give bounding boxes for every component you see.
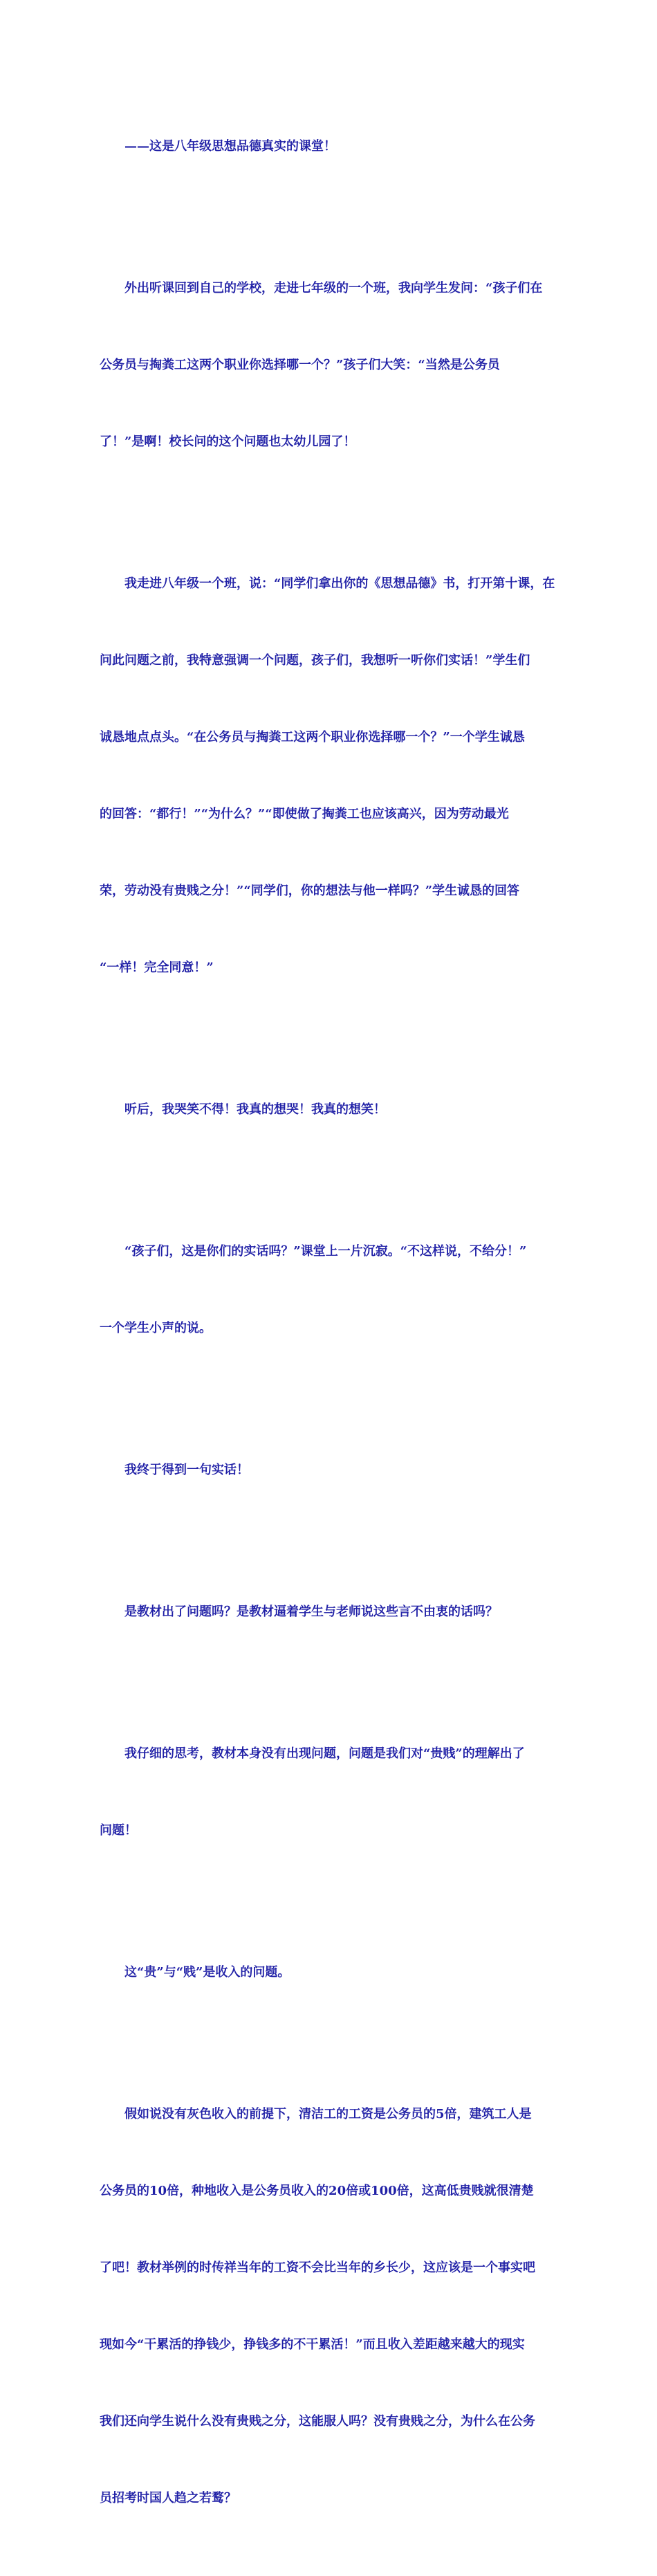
paragraph-grade7-question	[100, 224, 559, 506]
text-line: 外出听课回到自己的学校，走进七年级的一个班，我向学生发问：“孩子们在	[124, 281, 543, 295]
text-line: 这“贵”与“贱”是收入的问题。	[124, 1965, 290, 1980]
text-line: 员招考时国人趋之若鹜？	[100, 2491, 237, 2505]
paragraph-reflection	[100, 1690, 559, 1894]
text-line: 公务员与掏粪工这两个职业你选择哪一个？”孩子们大笑：“当然是公务员	[100, 358, 500, 372]
text-line: 了吧！教材举例的时传祥当年的工资不会比当年的乡长少，这应该是一个事实吧	[100, 2260, 535, 2275]
text-line: 是教材出了问题吗？是教材逼着学生与老师说这些言不由衷的话吗？	[124, 1605, 498, 1619]
text-line: 我走进八年级一个班，说：“同学们拿出你的《思想品德》书，打开第十课，在	[124, 576, 555, 591]
text-line: 我仔细的思考，教材本身没有出现问题，问题是我们对“贵贱”的理解出了	[124, 1746, 525, 1761]
text-line: 荣，劳动没有贵贱之分！”“同学们，你的想法与他一样吗？”学生诚恳的回答	[100, 884, 520, 898]
text-line: 我们还向学生说什么没有贵贱之分，这能服人吗？没有贵贱之分，为什么在公务	[100, 2414, 535, 2429]
document-body	[100, 82, 559, 2576]
text-line: 公务员的10倍，种地收入是公务员收入的20倍或100倍，这高低贵贱就很清楚	[100, 2184, 534, 2198]
text-line: 了！”是啊！校长问的这个问题也太幼儿园了！	[100, 435, 356, 449]
text-line: “孩子们，这是你们的实话吗？”课堂上一片沉寂。“不这样说，不给分！”	[124, 1244, 527, 1259]
text-line: ——这是八年级思想品德真实的课堂！	[124, 139, 336, 154]
text-line: 假如说没有灰色收入的前提下，清洁工的工资是公务员的5倍，建筑工人是	[124, 2107, 532, 2121]
text-line: 我终于得到一句实话！	[124, 1463, 249, 1477]
text-line: 听后，我哭笑不得！我真的想哭！我真的想笑！	[124, 1102, 386, 1117]
text-line: 现如今“干累活的挣钱少，挣钱多的不干累活！”而且收入差距越来越大的现实	[100, 2337, 525, 2352]
paragraph-subtitle	[100, 82, 559, 210]
paragraph-truth	[100, 1406, 559, 1534]
text-line: “一样！完全同意！”	[100, 960, 214, 975]
paragraph-textbook-question	[100, 1548, 559, 1676]
text-line: 问此问题之前，我特意强调一个问题，孩子们，我想听一听你们实话！”学生们	[100, 653, 530, 668]
text-line: 的回答：“都行！”“为什么？”“即使做了掏粪工也应该高兴，因为劳动最光	[100, 807, 509, 821]
paragraph-reaction	[100, 1045, 559, 1173]
paragraph-truth-question	[100, 1187, 559, 1392]
paragraph-grade8-class	[100, 520, 559, 1032]
text-line: 诚恳地点点头。“在公务员与掏粪工这两个职业你选择哪一个？”一个学生诚恳	[100, 730, 525, 745]
paragraph-income	[100, 1908, 559, 2036]
paragraph-argument	[100, 2050, 559, 2562]
text-line: 一个学生小声的说。	[100, 1321, 212, 1335]
text-line: 问题！	[100, 1823, 137, 1838]
